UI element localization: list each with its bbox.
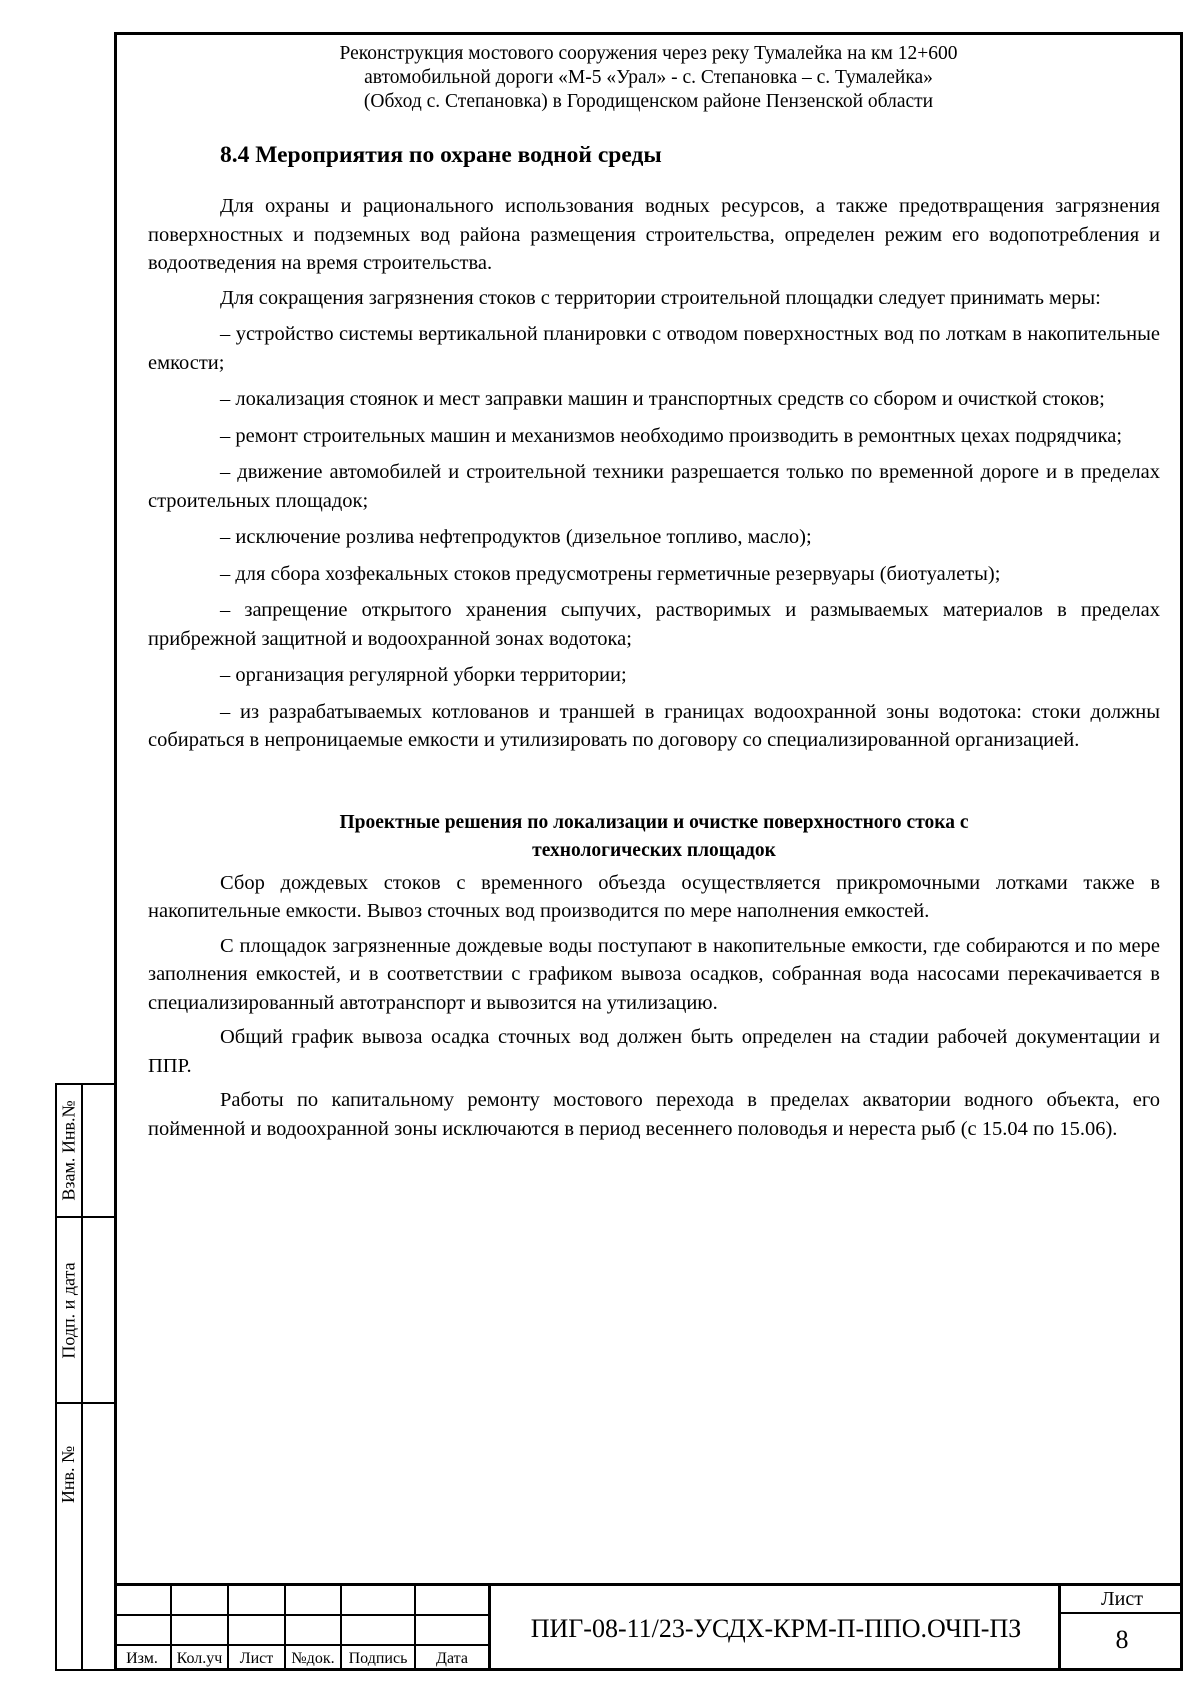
list-item: – движение автомобилей и строительной техники разрешается только по временной дороге и в пределах строительных площадок; [148,461,1160,512]
side-stamp-vzam [55,1083,114,1218]
section-title: 8.4 Мероприятия по охране водной среды [220,142,662,168]
side-stamp-inv [55,1402,114,1671]
label-izm: Изм. [126,1650,158,1667]
list-item: – организация регулярной уборки территории; [220,664,627,686]
document-header [114,42,1183,114]
paragraph: Работы по капитальному ремонту мостового перехода в пределах акватории водного объекта, его пойменной и водоохранной зоны исключаются в период весеннего половодья и нереста рыб (с 15.04 по 15.06). [148,1089,1160,1140]
side-stamp-inv-label: Инв. № [58,1445,79,1503]
paragraph: Для сокращения загрязнения стоков с территории строительной площадки следует принимать меры: [220,286,1101,309]
label-data: Дата [436,1650,468,1667]
title-block [114,1583,1183,1671]
revision-grid [114,1586,491,1671]
paragraph: Общий график вывоза осадка сточных вод должен быть определен на стадии рабочей документации и ППР. [148,1026,1160,1077]
list-item: – из разрабатываемых котлованов и траншей в границах водоохранной зоны водотока: стоки должны собираться в непроницаемые емкости и утилизировать по договору со специализированной организацией. [148,700,1160,751]
list-item: – исключение розлива нефтепродуктов (дизельное топливо, масло); [220,526,812,548]
side-stamp-podp-label: Подп. и дата [58,1261,79,1359]
document-code: ПИГ-08-11/23-УСДХ-КРМ-П-ППО.ОЧП-ПЗ [530,1613,1022,1643]
label-ndok: №док. [291,1650,335,1667]
subsection-title [148,809,1160,865]
sheet-box [1058,1586,1183,1671]
subsection-title-line-2: технологических площадок [532,839,776,861]
sheet-number: 8 [1115,1625,1129,1654]
header-line-3: (Обход с. Степановка) в Городищенском районе Пензенской области [363,91,934,112]
side-stamp-vzam-label: Взам. Инв.№ [58,1100,79,1201]
list-item: – устройство системы вертикальной планировки с отводом поверхностных вод по лоткам в накопительные емкости; [148,323,1160,374]
label-kol-uch: Кол.уч [176,1650,223,1667]
subsection-title-line-1: Проектные решения по локализации и очистке поверхностного стока с [339,811,969,833]
paragraph: Сбор дождевых стоков с временного объезда осуществляется прикромочными лотками также в накопительные емкости. Вывоз сточных вод производится по мере наполнения емкостей. [148,871,1160,922]
list-item: – ремонт строительных машин и механизмов необходимо производить в ремонтных цехах подрядчика; [220,424,1123,447]
side-stamp-podp [55,1216,114,1404]
header-line-2: автомобильной дороги «М-5 «Урал» - с. Степановка – с. Тумалейка» [364,67,933,88]
label-list: Лист [239,1650,274,1667]
paragraph: С площадок загрязненные дождевые воды поступают в накопительные емкости, где собираются и по мере заполнения емкостей, и в соответствии с графиком вывоза осадков, собранная вода насосами перекачивается в специализированный автотранспорт и вывозится на утилизацию. [148,934,1160,1014]
list-item: – запрещение открытого хранения сыпучих, растворимых и размываемых материалов в пределах прибрежной защитной и водоохранной зонах водотока; [148,599,1160,650]
sheet-label: Лист [1061,1586,1183,1614]
list-item: – локализация стоянок и мест заправки машин и транспортных средств со сбором и очисткой стоков; [220,388,1105,410]
list-item: – для сбора хозфекальных стоков предусмотрены герметичные резервуары (биотуалеты); [220,562,1001,585]
header-line-1: Реконструкция мостового сооружения через реку Тумалейка на км 12+600 [339,43,958,64]
paragraph: Для охраны и рационального использования водных ресурсов, а также предотвращения загрязнения поверхностных и подземных вод района размещения строительства, определен режим его водопотребления и водоотведения на время строительства. [148,195,1160,274]
main-content [148,140,1160,1143]
label-podpis: Подпись [348,1650,408,1667]
